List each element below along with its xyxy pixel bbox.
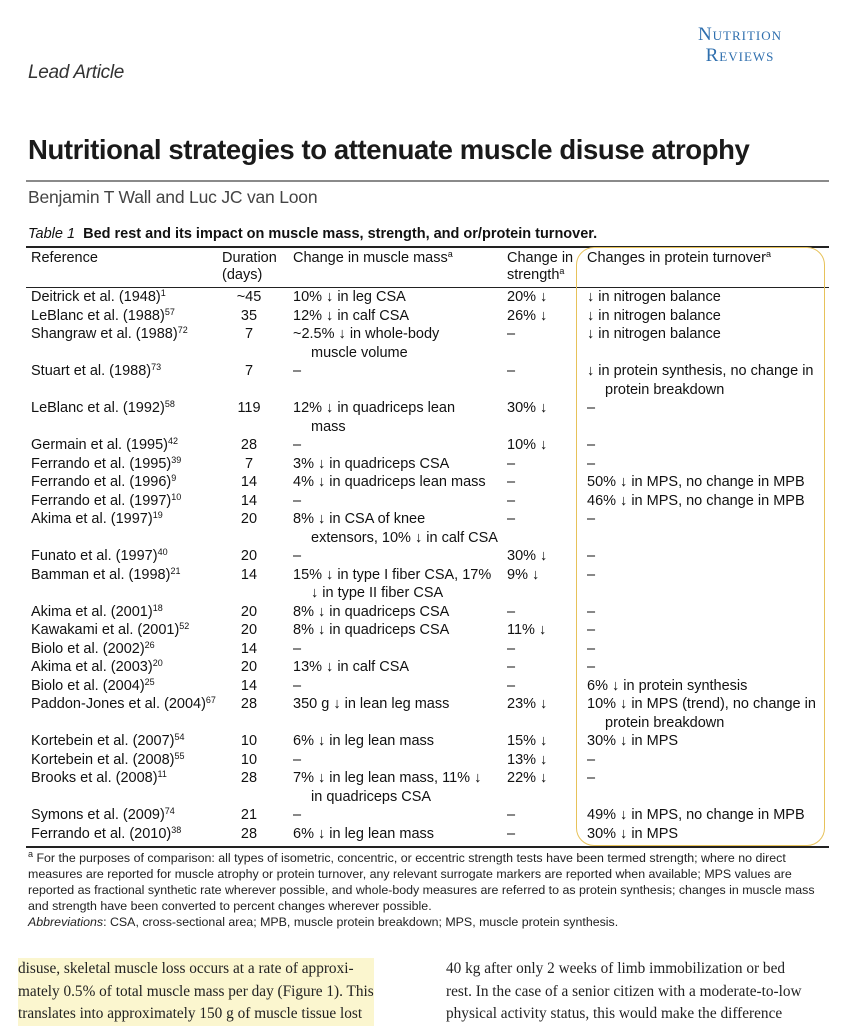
turnover-change-line: ↓ in nitrogen balance: [587, 307, 721, 324]
row-strength-change: 9% ↓: [507, 566, 540, 583]
row-duration: 10: [240, 751, 258, 768]
reference-citation: 52: [179, 621, 190, 631]
turnover-change-line: ↓ in protein synthesis, no change in: [587, 363, 814, 379]
mass-change-line: 6% ↓ in leg lean mass: [293, 825, 435, 842]
turnover-change-line: 30% ↓ in MPS: [587, 825, 679, 842]
row-turnover-change: [587, 473, 805, 492]
row-duration: 20: [240, 511, 258, 527]
row-strength-change: 20% ↓: [507, 289, 548, 305]
reference-citation: 11: [157, 769, 167, 779]
row-duration: 14: [240, 492, 258, 509]
row-turnover-change: [587, 732, 678, 751]
mass-change-line: 3% ↓ in quadriceps CSA: [293, 455, 450, 472]
turnover-change-line: 49% ↓ in MPS, no change in MPB: [587, 807, 805, 823]
row-mass-change: [293, 399, 455, 436]
reference-text: LeBlanc et al. (1992): [31, 400, 165, 416]
turnover-change-line: –: [587, 566, 596, 583]
row-reference: [31, 751, 185, 770]
turnover-change-line: 50% ↓ in MPS, no change in MPB: [587, 474, 805, 490]
mass-change-line: 15% ↓ in type I fiber CSA, 17%: [293, 566, 492, 583]
footnote-a-text: For the purposes of comparison: all types of isometric, concentric, or eccentric strength tests have been termed strength; where no direct measures are reported for muscle atrophy or protein turnover, any relevant surrogate markers are reported when available; MPS values are reported as fractional synthetic rate wherever possible, and whole-body measures are referred to as protein synthesis; changes in muscle mass and strength have been converted to percent changes wherever possible.: [28, 851, 815, 913]
reference-citation: 73: [151, 362, 162, 372]
row-reference: [31, 288, 166, 307]
mass-change-line: extensors, 10% ↓ in calf CSA: [311, 529, 498, 546]
mass-change-line: in quadriceps CSA: [311, 788, 432, 805]
mass-change-line: 8% ↓ in CSA of knee: [293, 511, 426, 527]
row-duration: 28: [240, 696, 258, 712]
row-mass-change: [293, 695, 449, 714]
row-mass-change: [293, 677, 301, 696]
reference-citation: 67: [205, 695, 216, 705]
row-turnover-change: [587, 288, 721, 307]
row-reference: [31, 510, 163, 529]
header-strength-line1: Change in: [507, 250, 574, 266]
row-turnover-change: [587, 751, 595, 770]
header-strength: [507, 250, 573, 284]
table-caption-text: Bed rest and its impact on muscle mass, strength, and or/protein turnover.: [83, 226, 598, 242]
reference-text: Ferrando et al. (1995): [31, 455, 172, 472]
row-reference: [31, 825, 181, 844]
turnover-change-line: –: [587, 640, 596, 657]
mass-change-line: ↓ in type II fiber CSA: [311, 585, 444, 601]
row-mass-change: [293, 455, 449, 474]
reference-citation: 1: [160, 288, 166, 298]
header-duration-line2: (days): [222, 267, 263, 283]
reference-text: Brooks et al. (2008): [31, 770, 158, 786]
header-turnover-label: Changes in protein turnover: [587, 250, 766, 266]
row-reference: [31, 640, 155, 659]
row-strength-change: –: [507, 603, 516, 620]
mass-change-line: 12% ↓ in quadriceps lean: [293, 400, 456, 416]
row-turnover-change: [587, 603, 595, 622]
mass-change-line: 13% ↓ in calf CSA: [293, 659, 410, 675]
row-strength-change: –: [507, 640, 516, 657]
reference-text: Ferrando et al. (2010): [31, 825, 172, 842]
turnover-change-line: 46% ↓ in MPS, no change in MPB: [587, 492, 805, 509]
row-turnover-change: [587, 658, 595, 677]
mass-change-line: –: [293, 640, 302, 657]
mass-change-line: 350 g ↓ in lean leg mass: [293, 696, 450, 712]
reference-citation: 57: [164, 306, 175, 317]
row-duration: 7: [244, 326, 254, 342]
row-reference: [31, 399, 175, 418]
reference-text: Kawakami et al. (2001): [31, 622, 180, 638]
row-reference: [31, 695, 216, 714]
row-mass-change: [293, 806, 301, 825]
reference-citation: 10: [171, 491, 182, 502]
row-duration: 14: [240, 677, 258, 694]
turnover-change-line: –: [587, 659, 596, 675]
mass-change-line: –: [293, 363, 302, 379]
row-strength-change: –: [507, 326, 516, 342]
abbreviations: [28, 914, 828, 930]
mass-change-line: 12% ↓ in calf CSA: [293, 307, 410, 324]
turnover-change-line: –: [587, 437, 596, 453]
authors: Benjamin T Wall and Luc JC van Loon: [28, 187, 318, 207]
row-reference: [31, 677, 155, 696]
turnover-change-line: –: [587, 548, 596, 564]
mass-change-line: 6% ↓ in leg lean mass: [293, 733, 435, 749]
row-reference: [31, 603, 163, 622]
header-turnover: [587, 250, 771, 267]
turnover-change-line: protein breakdown: [605, 381, 725, 398]
row-duration: 20: [240, 622, 258, 638]
row-strength-change: 30% ↓: [507, 400, 548, 416]
row-reference: [31, 436, 178, 455]
row-turnover-change: [587, 825, 678, 844]
reference-citation: 20: [152, 658, 163, 668]
header-mass: [293, 250, 453, 267]
reference-text: Funato et al. (1997): [31, 548, 158, 564]
reference-citation: 39: [171, 454, 182, 465]
row-reference: [31, 492, 181, 511]
row-turnover-change: [587, 492, 805, 511]
row-reference: [31, 806, 175, 825]
row-reference: [31, 473, 176, 492]
reference-text: Biolo et al. (2002): [31, 640, 145, 657]
header-turnover-sup: a: [765, 249, 771, 259]
row-strength-change: 10% ↓: [507, 437, 548, 453]
body-text-left-column: [18, 958, 374, 1026]
row-duration: 10: [240, 733, 258, 749]
row-mass-change: [293, 732, 434, 751]
reference-citation: 25: [144, 676, 155, 687]
row-turnover-change: [587, 325, 721, 344]
row-mass-change: [293, 436, 301, 455]
table-number: Table 1: [28, 226, 76, 242]
row-mass-change: [293, 547, 301, 566]
row-duration: 7: [244, 363, 254, 379]
mass-change-line: ~2.5% ↓ in whole-body: [293, 326, 440, 342]
mass-change-line: 8% ↓ in quadriceps CSA: [293, 622, 450, 638]
row-turnover-change: [587, 307, 721, 326]
reference-text: Kortebein et al. (2008): [31, 751, 175, 768]
reference-citation: 21: [170, 565, 181, 576]
mass-change-line: –: [293, 677, 302, 694]
row-strength-change: –: [507, 825, 516, 842]
mass-change-line: –: [293, 807, 302, 823]
row-duration: 28: [240, 825, 258, 842]
row-turnover-change: [587, 362, 814, 399]
journal-logo: [660, 24, 820, 66]
row-strength-change: 26% ↓: [507, 307, 548, 324]
body-right-line: rest. In the case of a senior citizen with a moderate-to-low: [446, 982, 802, 1000]
row-mass-change: [293, 658, 409, 677]
turnover-change-line: ↓ in nitrogen balance: [587, 289, 721, 305]
turnover-change-line: 30% ↓ in MPS: [587, 733, 679, 749]
reference-citation: 72: [177, 325, 188, 335]
row-reference: [31, 769, 167, 788]
row-duration: 35: [240, 307, 258, 324]
reference-citation: 26: [144, 639, 155, 650]
row-strength-change: –: [507, 807, 516, 823]
turnover-change-line: –: [587, 511, 596, 527]
mass-change-line: –: [293, 548, 302, 564]
reference-citation: 18: [152, 602, 163, 613]
reference-text: LeBlanc et al. (1988): [31, 307, 165, 324]
row-duration: 14: [240, 474, 258, 490]
body-right-line: 40 kg after only 2 weeks of limb immobilization or bed: [446, 960, 786, 977]
row-reference: [31, 566, 180, 585]
mass-change-line: –: [293, 751, 302, 768]
reference-citation: 54: [174, 732, 185, 742]
row-strength-change: 23% ↓: [507, 696, 548, 712]
row-duration: 20: [240, 548, 258, 564]
row-reference: [31, 455, 181, 474]
turnover-change-line: 6% ↓ in protein synthesis: [587, 677, 748, 694]
row-turnover-change: [587, 510, 595, 529]
row-mass-change: [293, 603, 449, 622]
mass-change-line: 7% ↓ in leg lean mass, 11% ↓: [293, 770, 482, 786]
row-duration: 14: [240, 566, 258, 583]
header-strength-sup: a: [559, 266, 565, 276]
body-left-line: mately 0.5% of total muscle mass per day (Figure 1). This: [18, 981, 374, 1004]
mass-change-line: 8% ↓ in quadriceps CSA: [293, 603, 450, 620]
row-strength-change: –: [507, 363, 516, 379]
row-mass-change: [293, 325, 439, 362]
row-reference: [31, 307, 175, 326]
row-turnover-change: [587, 547, 595, 566]
reference-text: Deitrick et al. (1948): [31, 289, 161, 305]
reference-text: Ferrando et al. (1997): [31, 492, 172, 509]
row-reference: [31, 547, 168, 566]
title-rule: [26, 180, 829, 182]
row-turnover-change: [587, 399, 595, 418]
table-footnotes: [28, 850, 828, 930]
row-strength-change: 13% ↓: [507, 751, 548, 768]
reference-citation: 58: [164, 399, 175, 409]
row-mass-change: [293, 492, 301, 511]
row-mass-change: [293, 473, 486, 492]
table-bottom-rule: [26, 846, 829, 848]
turnover-change-line: ↓ in nitrogen balance: [587, 326, 721, 342]
reference-text: Akima et al. (2003): [31, 659, 153, 675]
reference-text: Biolo et al. (2004): [31, 677, 145, 694]
reference-text: Symons et al. (2009): [31, 807, 165, 823]
turnover-change-line: –: [587, 770, 596, 786]
reference-citation: 19: [152, 510, 163, 520]
row-turnover-change: [587, 640, 595, 659]
mass-change-line: –: [293, 492, 302, 509]
row-duration: 28: [240, 437, 258, 453]
header-reference: Reference: [31, 250, 98, 266]
header-mass-label: Change in muscle mass: [293, 250, 448, 266]
row-duration: 7: [244, 455, 254, 472]
row-duration: 28: [240, 770, 258, 786]
reference-text: Ferrando et al. (1996): [31, 474, 172, 490]
turnover-change-line: –: [587, 751, 596, 768]
row-mass-change: [293, 510, 498, 547]
row-turnover-change: [587, 677, 747, 696]
row-strength-change: –: [507, 492, 516, 509]
row-duration: ~45: [236, 289, 262, 305]
reference-citation: 42: [168, 436, 179, 446]
mass-change-line: 10% ↓ in leg CSA: [293, 289, 406, 305]
section-label: Lead Article: [28, 62, 125, 83]
row-reference: [31, 621, 189, 640]
row-mass-change: [293, 566, 491, 603]
row-duration: 20: [240, 603, 258, 620]
row-duration: 14: [240, 640, 258, 657]
row-duration: 119: [237, 400, 261, 416]
footnote-a: [28, 850, 828, 914]
body-left-line: translates into approximately 150 g of muscle tissue lost: [18, 1003, 374, 1026]
reference-citation: 40: [157, 547, 168, 557]
row-reference: [31, 658, 163, 677]
abbreviations-label: Abbreviations: [28, 915, 104, 929]
row-turnover-change: [587, 455, 595, 474]
header-strength-line2: strength: [507, 267, 560, 283]
row-strength-change: 11% ↓: [507, 622, 547, 638]
turnover-change-line: –: [587, 603, 596, 620]
reference-citation: 55: [174, 750, 185, 761]
row-duration: 21: [240, 807, 258, 823]
turnover-change-line: –: [587, 400, 596, 416]
turnover-change-line: –: [587, 622, 596, 638]
reference-text: Stuart et al. (1988): [31, 363, 152, 379]
reference-text: Paddon-Jones et al. (2004): [31, 696, 206, 712]
row-mass-change: [293, 640, 301, 659]
row-strength-change: –: [507, 455, 516, 472]
turnover-change-line: –: [587, 455, 596, 472]
row-turnover-change: [587, 621, 595, 640]
mass-change-line: –: [293, 437, 302, 453]
reference-text: Germain et al. (1995): [31, 437, 169, 453]
mass-change-line: muscle volume: [311, 344, 408, 361]
row-turnover-change: [587, 769, 595, 788]
footnote-a-sup: a: [28, 849, 34, 859]
row-turnover-change: [587, 566, 595, 585]
row-reference: [31, 732, 185, 751]
row-mass-change: [293, 825, 434, 844]
row-strength-change: 30% ↓: [507, 548, 548, 564]
table-caption: [28, 226, 597, 242]
turnover-change-line: protein breakdown: [605, 714, 725, 731]
header-duration: [222, 250, 277, 284]
row-mass-change: [293, 751, 301, 770]
turnover-change-line: 10% ↓ in MPS (trend), no change in: [587, 696, 816, 712]
row-mass-change: [293, 621, 449, 640]
mass-change-line: mass: [311, 418, 346, 435]
article-title: Nutritional strategies to attenuate muscle disuse atrophy: [28, 134, 750, 165]
reference-text: Akima et al. (1997): [31, 511, 153, 527]
row-strength-change: –: [507, 659, 516, 675]
abbreviations-text: : CSA, cross-sectional area; MPB, muscle protein breakdown; MPS, muscle protein synthesis.: [103, 915, 619, 929]
body-text-right-column: [446, 958, 802, 1026]
row-mass-change: [293, 769, 481, 806]
mass-change-line: 4% ↓ in quadriceps lean mass: [293, 474, 486, 490]
row-strength-change: –: [507, 474, 516, 490]
row-strength-change: 22% ↓: [507, 770, 548, 786]
journal-name-line1: Nutrition: [697, 24, 783, 45]
body-right-line: physical activity status, this would make the difference: [446, 1005, 783, 1022]
reference-citation: 38: [171, 824, 182, 835]
row-turnover-change: [587, 436, 595, 455]
row-strength-change: 15% ↓: [507, 733, 548, 749]
body-left-line: disuse, skeletal muscle loss occurs at a rate of approxi-: [18, 958, 374, 981]
reference-citation: 9: [171, 473, 177, 483]
row-mass-change: [293, 288, 406, 307]
reference-text: Shangraw et al. (1988): [31, 326, 178, 342]
journal-name-line2: Reviews: [705, 45, 775, 66]
row-turnover-change: [587, 695, 816, 732]
row-reference: [31, 325, 188, 344]
header-mass-sup: a: [447, 249, 453, 259]
row-reference: [31, 362, 161, 381]
row-duration: 20: [240, 659, 258, 675]
row-strength-change: –: [507, 511, 516, 527]
reference-citation: 74: [164, 806, 175, 816]
row-turnover-change: [587, 806, 805, 825]
row-strength-change: –: [507, 677, 516, 694]
reference-text: Bamman et al. (1998): [31, 566, 171, 583]
row-mass-change: [293, 362, 301, 381]
row-mass-change: [293, 307, 409, 326]
reference-text: Kortebein et al. (2007): [31, 733, 175, 749]
reference-text: Akima et al. (2001): [31, 603, 153, 620]
header-duration-line1: Duration: [222, 250, 277, 266]
